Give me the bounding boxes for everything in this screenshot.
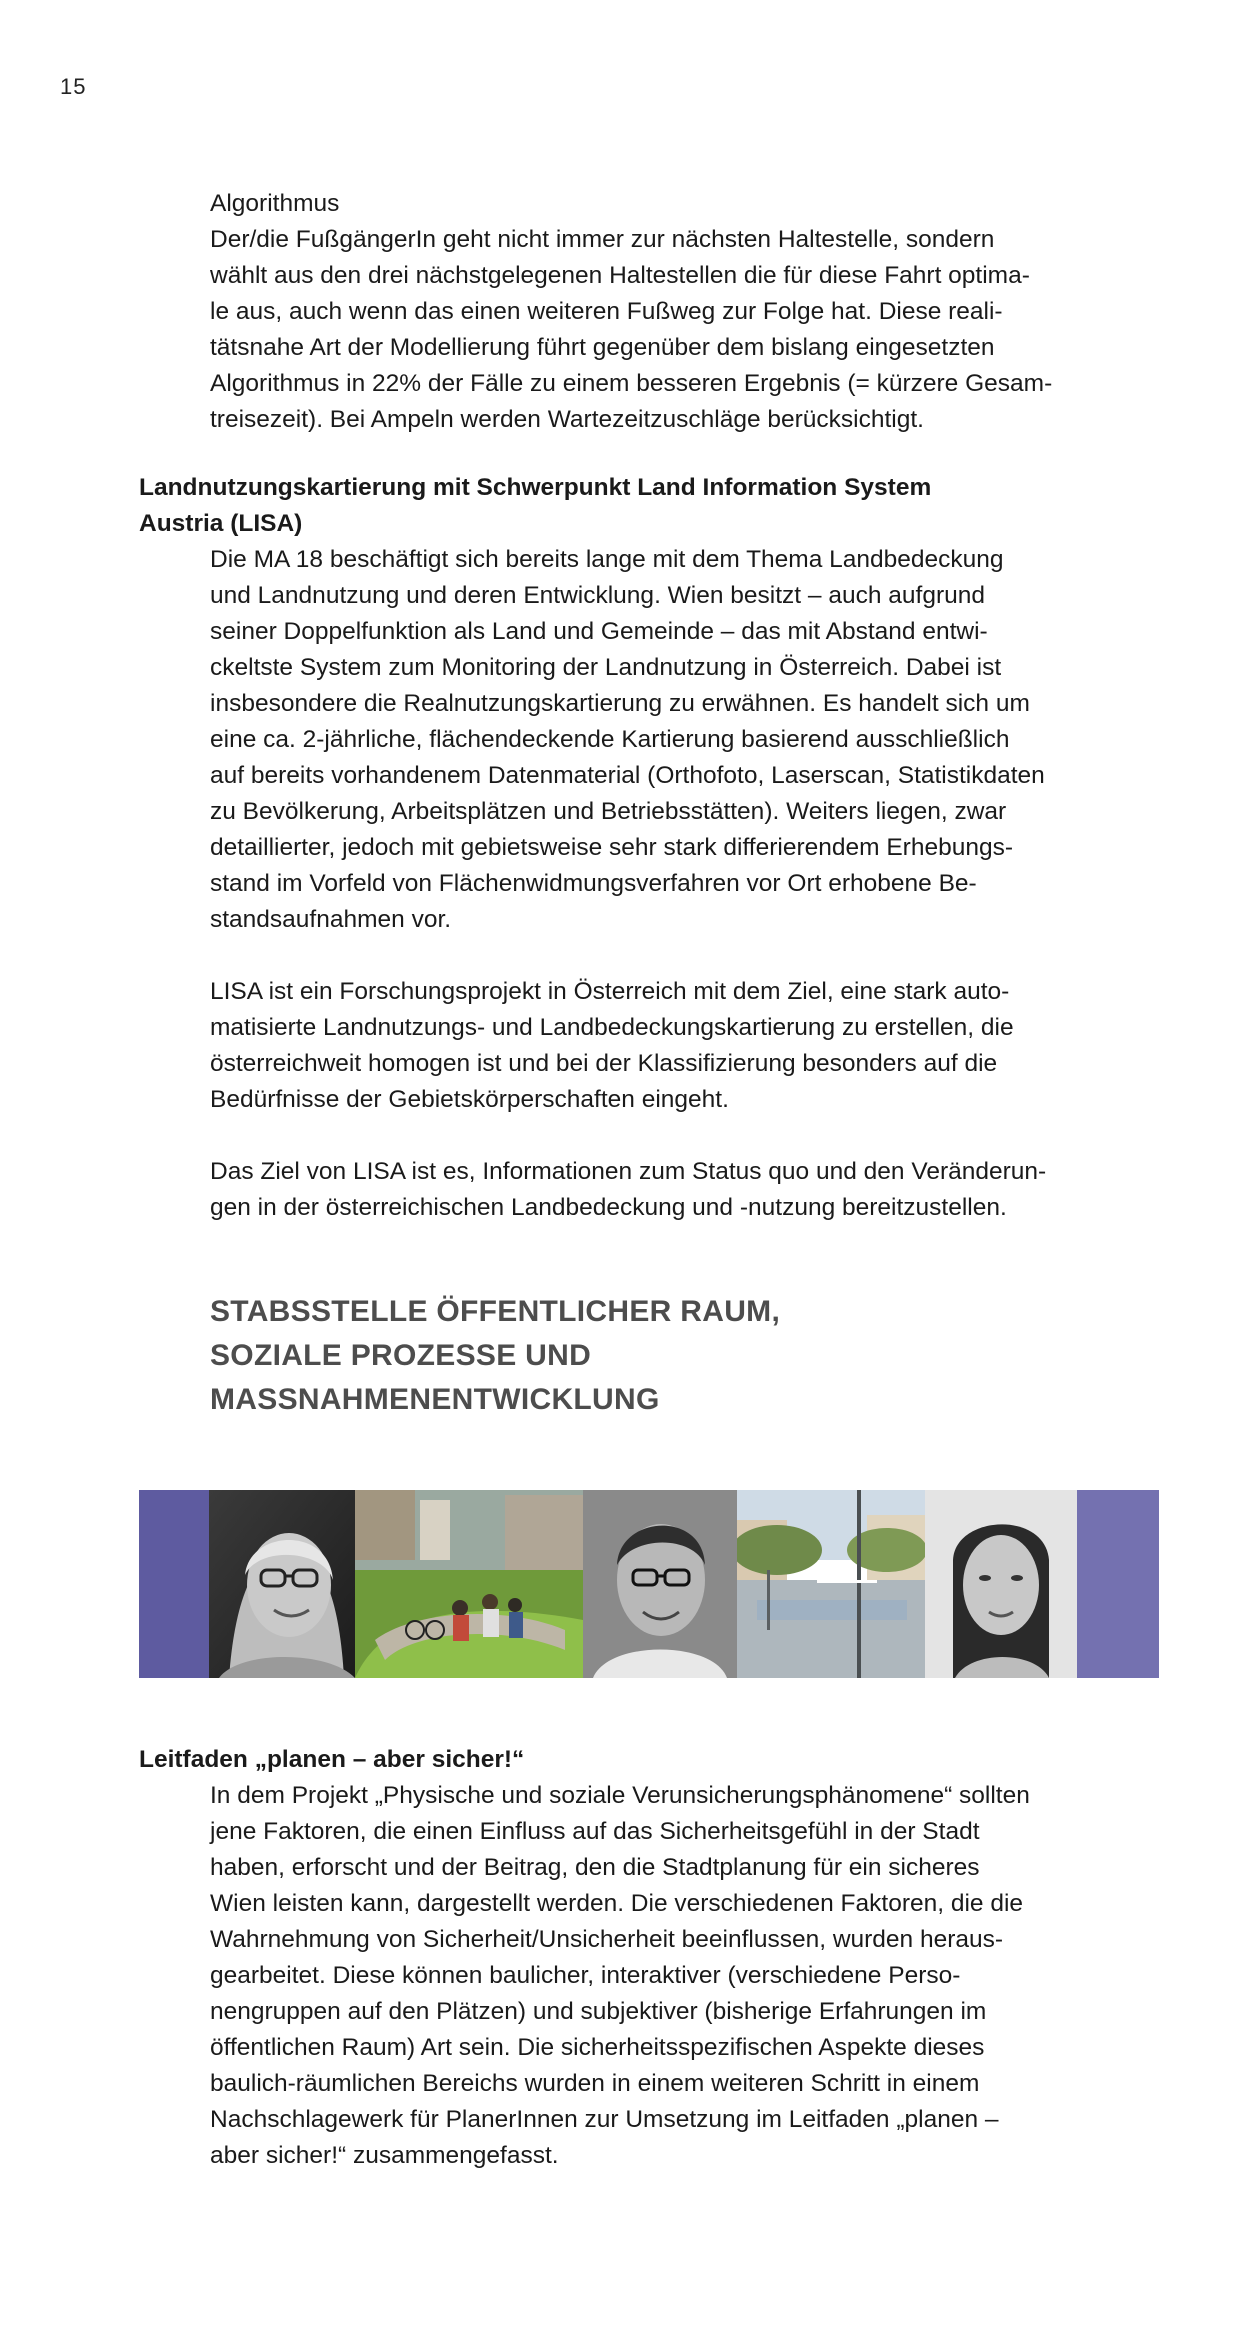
text-line: auf bereits vorhandenem Datenmaterial (Orthofoto, Laserscan, Statistikdaten (210, 762, 1045, 789)
text-line: Das Ziel von LISA ist es, Informationen zum Status quo und den Veränderun- (210, 1158, 1047, 1185)
text-line: le aus, auch wenn das einen weiteren Fußweg zur Folge hat. Diese reali- (210, 298, 1003, 325)
photo-strip (139, 1490, 1159, 1678)
text-line: Algorithmus in 22% der Fälle zu einem besseren Ergebnis (= kürzere Gesam- (210, 370, 1053, 397)
text-line: haben, erforscht und der Beitrag, den die Stadtplanung für ein sicheres (210, 1854, 980, 1881)
text-line: Die MA 18 beschäftigt sich bereits lange mit dem Thema Landbedeckung (210, 546, 1004, 573)
text-line: Der/die FußgängerIn geht nicht immer zur nächsten Haltestelle, sondern (210, 226, 995, 253)
text-line: aber sicher!“ zusammengefasst. (210, 2142, 559, 2169)
portrait-photo-man-glasses (583, 1490, 737, 1678)
text-line: seiner Doppelfunktion als Land und Gemeinde – das mit Abstand entwi- (210, 618, 988, 645)
text-line: österreichweit homogen ist und bei der Klassifizierung besonders auf die (210, 1050, 998, 1077)
algorithm-paragraph (210, 186, 1110, 438)
leitfaden-heading: Leitfaden „planen – aber sicher!“ (139, 1746, 525, 1773)
purple-bar-left (139, 1490, 209, 1678)
text-line: In dem Projekt „Physische und soziale Verunsicherungsphänomene“ sollten (210, 1782, 1030, 1809)
text-line: ckeltste System zum Monitoring der Landnutzung in Österreich. Dabei ist (210, 654, 1002, 681)
portrait-photo-young-woman (925, 1490, 1077, 1678)
heading-line: Landnutzungskartierung mit Schwerpunkt Land Information System (139, 474, 932, 501)
section-title-line: MASSNAHMENENTWICKLUNG (210, 1383, 660, 1416)
text-line: und Landnutzung und deren Entwicklung. Wien besitzt – auch aufgrund (210, 582, 986, 609)
text-line: gen in der österreichischen Landbedeckung und -nutzung bereitzustellen. (210, 1194, 1007, 1221)
text-line: Bedürfnisse der Gebietskörperschaften eingeht. (210, 1086, 729, 1113)
page-number: 15 (60, 74, 87, 99)
text-line: wählt aus den drei nächstgelegenen Haltestellen die für diese Fahrt optima- (210, 262, 1030, 289)
text-line: öffentlichen Raum) Art sein. Die sicherheitsspezifischen Aspekte dieses (210, 2034, 985, 2061)
text-line: Nachschlagewerk für PlanerInnen zur Umsetzung im Leitfaden „planen – (210, 2106, 999, 2133)
text-line: gearbeitet. Diese können baulicher, interaktiver (verschiedene Perso- (210, 1962, 961, 1989)
text-line: Wahrnehmung von Sicherheit/Unsicherheit beeinflussen, wurden heraus- (210, 1926, 1004, 1953)
text-line: eine ca. 2-jährliche, flächendeckende Kartierung basierend ausschließlich (210, 726, 1010, 753)
lisa-paragraph-1 (210, 542, 1110, 938)
text-line: treisezeit). Bei Ampeln werden Wartezeitzuschläge berücksichtigt. (210, 406, 924, 433)
text-line: zu Bevölkerung, Arbeitsplätzen und Betriebsstätten). Weiters liegen, zwar (210, 798, 1007, 825)
lisa-paragraph-3 (210, 1154, 1110, 1226)
lisa-heading (139, 470, 1119, 542)
portrait-photo-woman-glasses (209, 1490, 355, 1678)
text-line: matisierte Landnutzungs- und Landbedeckungskartierung zu erstellen, die (210, 1014, 1014, 1041)
text-line: standsaufnahmen vor. (210, 906, 452, 933)
text-line: Wien leisten kann, dargestellt werden. Die verschiedenen Faktoren, die die (210, 1890, 1024, 1917)
text-line: nengruppen auf den Plätzen) und subjektiver (bisherige Erfahrungen im (210, 1998, 987, 2025)
section-title-line: SOZIALE PROZESSE UND (210, 1339, 592, 1372)
leitfaden-paragraph (210, 1778, 1110, 2174)
text-line: baulich-räumlichen Bereichs wurden in einem weiteren Schritt in einem (210, 2070, 980, 2097)
photo-square-people (355, 1490, 583, 1678)
text-line: stand im Vorfeld von Flächenwidmungsverfahren vor Ort erhobene Be- (210, 870, 977, 897)
lisa-paragraph-2 (210, 974, 1110, 1118)
text-line: Algorithmus (210, 190, 340, 217)
text-line: insbesondere die Realnutzungskartierung zu erwähnen. Es handelt sich um (210, 690, 1030, 717)
photo-plaza-trees (737, 1490, 925, 1678)
text-line: LISA ist ein Forschungsprojekt in Österreich mit dem Ziel, eine stark auto- (210, 978, 1010, 1005)
purple-bar-right (1077, 1490, 1159, 1678)
text-line: detaillierter, jedoch mit gebietsweise sehr stark differierendem Erhebungs- (210, 834, 1014, 861)
section-title (210, 1290, 780, 1422)
section-title-line: STABSSTELLE ÖFFENTLICHER RAUM, (210, 1295, 781, 1328)
heading-line: Austria (LISA) (139, 510, 303, 537)
text-line: tätsnahe Art der Modellierung führt gegenüber dem bislang eingesetzten (210, 334, 995, 361)
text-line: jene Faktoren, die einen Einfluss auf das Sicherheitsgefühl in der Stadt (210, 1818, 980, 1845)
